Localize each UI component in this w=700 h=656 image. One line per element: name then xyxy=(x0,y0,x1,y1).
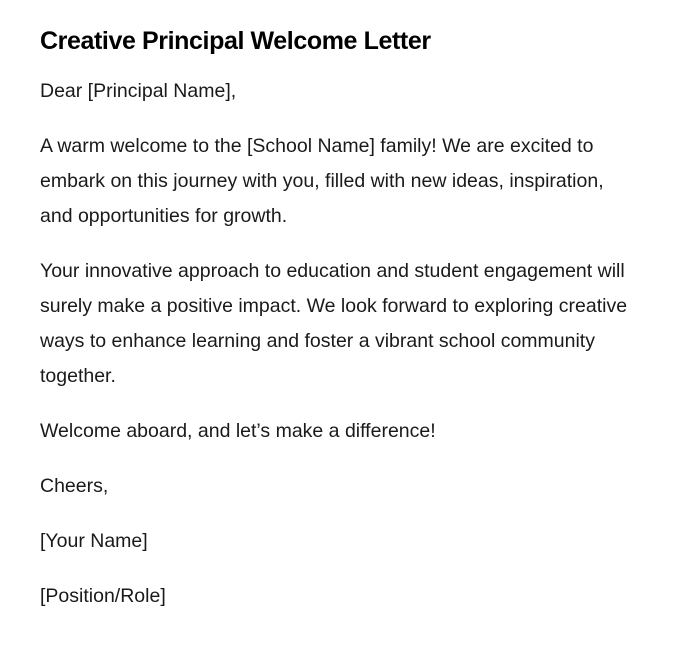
signature-role: [Position/Role] xyxy=(40,585,166,607)
closing: Cheers, xyxy=(40,475,109,497)
body-paragraph: A warm welcome to the [School Name] family! We are excited to embark on this journey with you, filled with new ideas, inspiration, and opportunities for growth. xyxy=(40,135,604,227)
body-paragraph: Welcome aboard, and let’s make a difference! xyxy=(40,420,436,442)
letter-title: Creative Principal Welcome Letter xyxy=(40,27,431,55)
signature-name: [Your Name] xyxy=(40,530,148,552)
body-paragraph: Your innovative approach to education and student engagement will surely make a positive impact. We look forward to exploring creative ways to enhance learning and foster a vibrant school community together. xyxy=(40,260,628,387)
salutation: Dear [Principal Name], xyxy=(40,80,237,102)
